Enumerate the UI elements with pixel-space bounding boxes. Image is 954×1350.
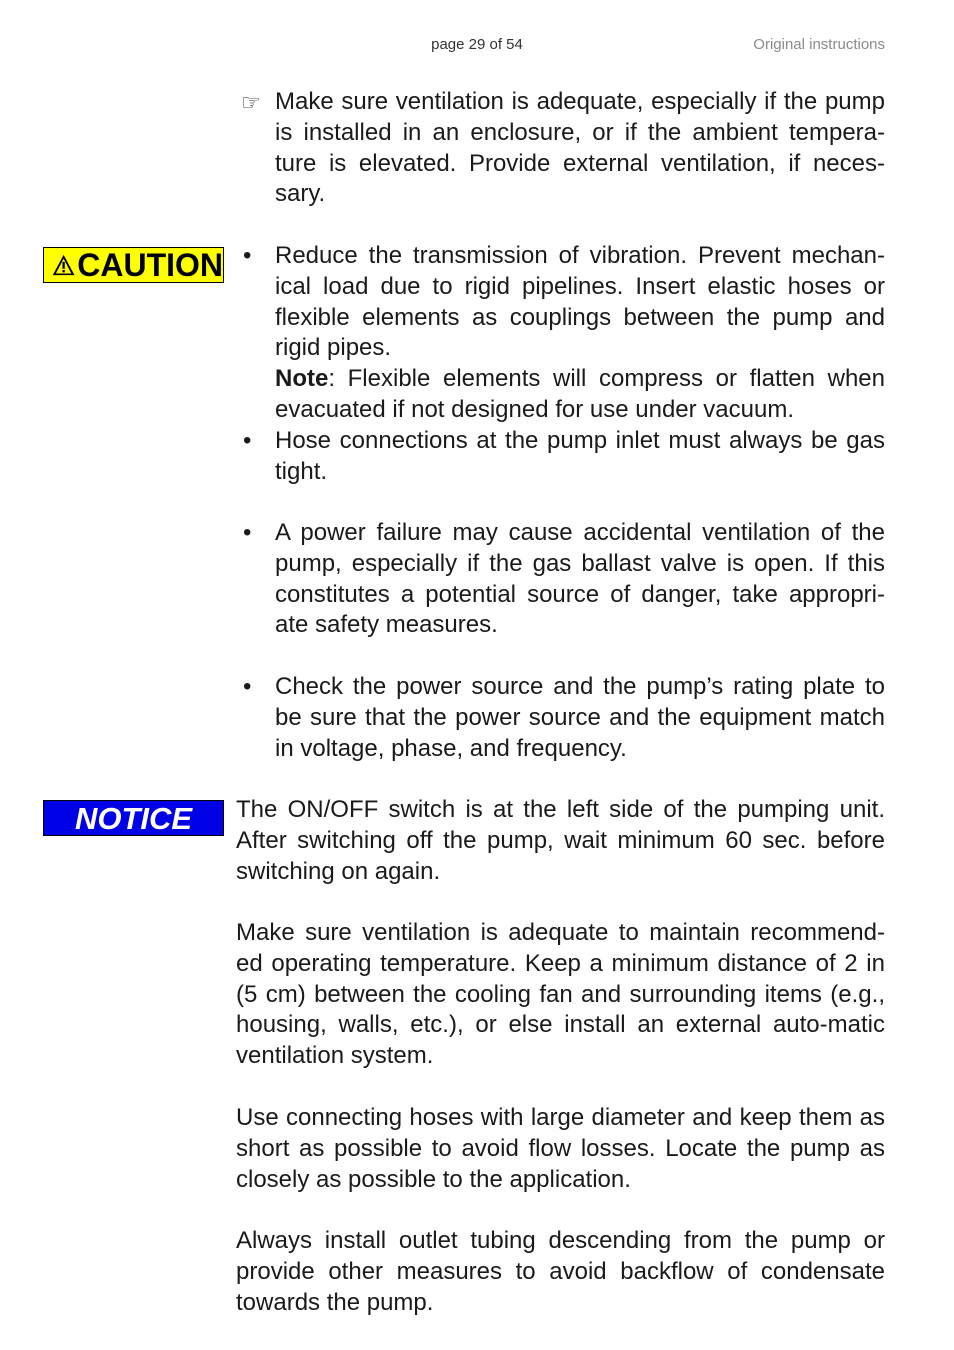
hint-text: Make sure ventilation is adequate, especially if the pump is installed in an enclosure, or if the ambient tempera-ture is elevated. Provide external ventilation, if neces-sary. [275, 88, 885, 208]
notice-paragraph: The ON/OFF switch is at the left side of the pumping unit. After switching off the pump, wait minimum 60 sec. before switching on again. [236, 796, 885, 885]
notice-label [43, 800, 224, 836]
caution-label [43, 247, 224, 283]
pointing-hand-icon: ☞ [241, 90, 261, 115]
list-item: Hose connections at the pump inlet must always be gas tight. [275, 427, 885, 485]
document-label: Original instructions [753, 36, 885, 53]
bullet: • [243, 673, 252, 700]
list-item: Check the power source and the pump’s rating plate to be sure that the power source and the equipment match in voltage, phase, and frequency. [275, 673, 885, 762]
caution-text: CAUTION [77, 247, 223, 283]
list-item [275, 241, 885, 426]
note-text: : Flexible elements will compress or flatten when evacuated if not designed for use under vacuum. [275, 365, 885, 423]
bullet: • [243, 519, 252, 546]
warning-triangle-icon [52, 251, 75, 279]
notice-text: NOTICE [74, 800, 193, 836]
list-item-text: Reduce the transmission of vibration. Prevent mechan-ical load due to rigid pipelines. Insert elastic hoses or flexible elements as couplings between the pump and rigid pipes. [275, 242, 885, 362]
notice-paragraph: Always install outlet tubing descending from the pump or provide other measures to avoid backflow of condensate towards the pump. [236, 1227, 885, 1316]
notice-paragraph: Make sure ventilation is adequate to maintain recommend-ed operating temperature. Keep a minimum distance of 2 in (5 cm) between the cooling fan and surrounding items (e.g., housing, walls, etc.), or else install an external auto-matic ventilation system. [236, 919, 885, 1070]
bullet: • [243, 427, 252, 454]
notice-paragraph: Use connecting hoses with large diameter and keep them as short as possible to avoid flow losses. Locate the pump as closely as possible to the application. [236, 1104, 885, 1193]
bullet: • [243, 242, 252, 269]
list-item: A power failure may cause accidental ventilation of the pump, especially if the gas ballast valve is open. If this constitutes a potential source of danger, take appropri-ate safety measures. [275, 519, 885, 639]
note-label: Note [275, 365, 329, 393]
page-number: page 29 of 54 [431, 36, 523, 53]
